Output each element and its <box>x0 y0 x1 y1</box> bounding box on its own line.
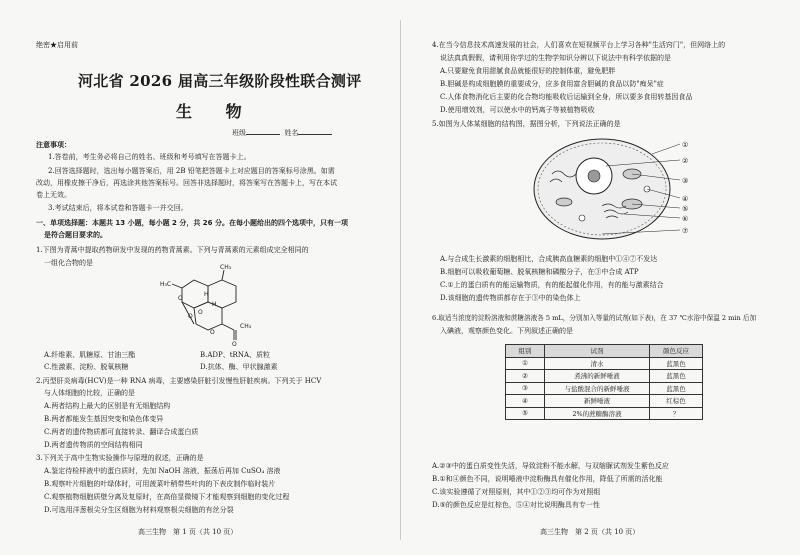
experiment-table <box>505 344 703 420</box>
mol-label-h: H <box>212 301 217 308</box>
mol-label-ch3: CH₃ <box>240 323 252 330</box>
page-footer: 高三生物 第 1 页（共 10 页） <box>138 528 238 536</box>
name-blank <box>298 126 332 135</box>
cell-label: ⑦ <box>682 227 689 235</box>
question-4-stem: 4.在当今信息技术高速发展的社会，人们喜欢在短视频平台上学习各种"生活窍门"，但网络上的 <box>432 41 726 49</box>
q5-option-d: D.该细胞的遗传物质都存在于③中的染色体上 <box>440 294 581 302</box>
question-4-stem-cont: 说法真真假假，请利用你学过的生物学知识分辨以下说法中有科学依据的是 <box>440 54 671 62</box>
table-cell: ① <box>506 357 545 370</box>
question-5-stem: 5.如图为人体某细胞的结构图，据图分析，下列说法正确的是 <box>432 120 621 128</box>
class-blank <box>246 126 280 135</box>
table-cell: ⑤ <box>506 407 545 420</box>
table-row <box>506 407 703 420</box>
table-cell: 新鲜唾液 <box>545 395 650 408</box>
table-cell: ？ <box>650 407 703 420</box>
q2-option-d: D.两者遗传物质的空间结构相同 <box>44 441 143 449</box>
notice-line: 1.答卷前，考生务必将自己的姓名、班级和考号填写在答题卡上。 <box>48 153 251 161</box>
notice-title: 注意事项： <box>36 141 71 149</box>
q1-option-d: D.抗体、酶、甲状腺激素 <box>200 363 278 371</box>
q6-option-d: D.⑤的颜色反应是红棕色，⑤④对比说明酶具有专一性 <box>432 501 600 509</box>
table-row <box>506 395 703 408</box>
subject-title: 生 物 <box>176 102 256 121</box>
question-6-stem-cont: 入碘液，观察颜色变化。下列叙述正确的是 <box>440 327 573 335</box>
cell-label: ③ <box>682 177 689 185</box>
table-cell: 与盐酸混合的新鲜唾液 <box>545 382 650 395</box>
question-1-stem: 1.下图为青蒿中提取药物研发中发现的药物青蒿素。下列与青蒿素的元素组成完全相同的 <box>36 246 309 254</box>
class-label: 班级 <box>232 129 246 137</box>
table-cell: 蓝黑色 <box>650 357 703 370</box>
table-cell: 红棕色 <box>650 395 703 408</box>
table-header-row <box>506 345 703 358</box>
q6-option-b: B.①和④颜色不同，说明唾液中淀粉酶具有催化作用，降低了所需的活化能 <box>432 475 663 483</box>
table-cell: 清水 <box>545 357 650 370</box>
table-cell: 2%的蔗糖酶溶液 <box>545 407 650 420</box>
q1-option-b: B.ADP、tRNA、质粒 <box>200 351 271 359</box>
methyl-bond-2 <box>172 284 182 288</box>
cell-label: ① <box>682 141 689 149</box>
leader-line <box>652 144 680 154</box>
class-name-line <box>232 126 332 138</box>
table-cell: 蓝黑色 <box>650 370 703 383</box>
question-3-stem: 3.下列关于高中生物实验操作与原理的叙述，正确的是 <box>36 454 204 462</box>
mol-label-ch3: CH₃ <box>220 264 232 271</box>
q2-option-b: B.两者都能发生基因突变和染色体变异 <box>44 415 164 423</box>
table-row <box>506 382 703 395</box>
ring-c <box>194 302 222 330</box>
table-cell: 蓝黑色 <box>650 382 703 395</box>
question-2-stem-cont: 与人体细胞的比较，正确的是 <box>44 389 135 397</box>
exam-title: 河北省 2026 届高三年级阶段性联合测评 <box>78 72 362 90</box>
name-label: 姓名 <box>284 129 299 137</box>
vesicle <box>579 215 585 221</box>
mol-label-o: O <box>232 341 237 348</box>
q1-option-a: A.纤维素、肌糖原、甘油三酯 <box>44 351 136 359</box>
mol-label-o: O <box>198 309 203 316</box>
nucleolus <box>588 170 600 182</box>
q5-option-a: A.与合成生长激素的细胞相比，合成胰高血糖素的细胞中①④⑦不发达 <box>440 255 658 263</box>
cell-structure-diagram <box>532 134 712 244</box>
table-cell: ④ <box>506 395 545 408</box>
section-header-cont: 是符合题目要求的。 <box>44 231 107 239</box>
q2-option-c: C.两者的遗传物质都可直接转录、翻译合成蛋白质 <box>44 428 199 436</box>
q3-option-a: A.鉴定待检样液中的蛋白质时，先加 NaOH 溶液，振荡后再加 CuSO₄ 溶液 <box>44 467 281 475</box>
table-header: 试剂 <box>545 345 650 358</box>
table-cell: ② <box>506 370 545 383</box>
q6-option-c: C.该实验遵循了对照原则，其中①②③均可作为对照组 <box>432 488 601 496</box>
question-6-stem: 6.取适当浓度的淀粉溶液和蔗糖溶液各 5 mL，分别加入等量的试剂(如下表)，在 37 ℃水浴中保温 2 min 后加 <box>432 314 757 322</box>
mol-label-h3c: H₃C <box>160 281 172 288</box>
mol-label-o: O <box>188 313 193 320</box>
mitochondrion <box>556 198 572 206</box>
q5-option-c: C.①上的蛋白质有的能运输物质，有的能起催化作用，有的能与激素结合 <box>440 281 664 289</box>
q4-option-b: B.胆碱是构成细胞膜的重要成分，应多食用富含胆碱的食品以防"痴呆"症 <box>440 80 664 88</box>
mol-label-h: H <box>204 291 209 298</box>
q2-option-a: A.两者结构上最大的区别是有无细胞结构 <box>44 402 171 410</box>
table-header: 组别 <box>506 345 545 358</box>
table-cell: ③ <box>506 382 545 395</box>
notice-line: 2.回答选择题时，选出每小题答案后，用 2B 铅笔把答题卡上对应题目的答案标号涂黑。如需 <box>48 167 335 175</box>
table-row <box>506 357 703 370</box>
table-cell: 煮沸的新鲜唾液 <box>545 370 650 383</box>
q4-option-c: C.人体食物消化后主要的化合物均能吸收后运输到全身，所以要多食用转基因食品 <box>440 93 693 101</box>
q4-option-a: A.只要避免食用甜腻食品就能很好的控制体重，避免肥胖 <box>440 67 616 75</box>
cell-label: ② <box>682 157 689 165</box>
question-2-stem: 2.丙型肝炎病毒(HCV)是一种 RNA 病毒，主要感染肝脏引发慢性肝脏疾病。下列关于 HCV <box>36 377 322 385</box>
mol-label-o: O <box>210 329 215 336</box>
notice-line: 改动，用橡皮擦干净后，再选涂其他答案标号。回答非选择题时，将答案写在答题卡上，写在本试 <box>36 179 337 187</box>
carbonyl-bond <box>222 324 234 330</box>
cell-label: ⑥ <box>682 215 689 223</box>
q3-option-d: D.可选用洋葱根尖分生区细胞为材料观察根尖细胞的有丝分裂 <box>44 506 234 514</box>
methyl-bond <box>222 270 224 280</box>
q3-option-b: B.观察叶片细胞的叶绿体时，可用菠菜叶稍带些叶肉的下表皮制作临时装片 <box>44 480 276 488</box>
notice-line: 卷上无效。 <box>36 191 71 199</box>
artemisinin-structure-diagram <box>160 266 270 346</box>
cell-label: ④ <box>682 195 689 203</box>
table-row <box>506 370 703 383</box>
q4-option-d: D.使用增效剂，可以使水中的钙离子等被植物吸收 <box>440 106 595 114</box>
mol-label-o: O <box>178 295 183 302</box>
notice-line: 3.考试结束后，将本试卷和答题卡一并交回。 <box>48 204 188 212</box>
page-footer: 高三生物 第 2 页（共 10 页） <box>540 528 640 536</box>
q5-option-b: B.细胞可以吸收葡萄糖、脱氧核糖和磷酸分子，在③中合成 ATP <box>440 268 639 276</box>
table-header: 颜色反应 <box>650 345 703 358</box>
page-2 <box>400 0 800 555</box>
section-header: 一、单项选择题：本题共 13 小题，每小题 2 分，共 26 分。在每小题给出的四个选项中，只有一项 <box>36 219 348 227</box>
secret-mark: 绝密★启用前 <box>36 41 78 49</box>
q1-option-c: C.性激素、淀粉、脱氧核糖 <box>44 363 129 371</box>
q3-option-c: C.观察植物细胞质壁分离及复原时，在高倍显微镜下才能观察到细胞的变化过程 <box>44 493 290 501</box>
q6-option-a: A.②③中的蛋白质变性失活，导致淀粉不能水解，与双缩脲试剂发生紫色反应 <box>432 462 669 470</box>
question-1-stem-cont: 一组化合物的是 <box>44 259 93 267</box>
cell-label: ⑤ <box>682 205 689 213</box>
